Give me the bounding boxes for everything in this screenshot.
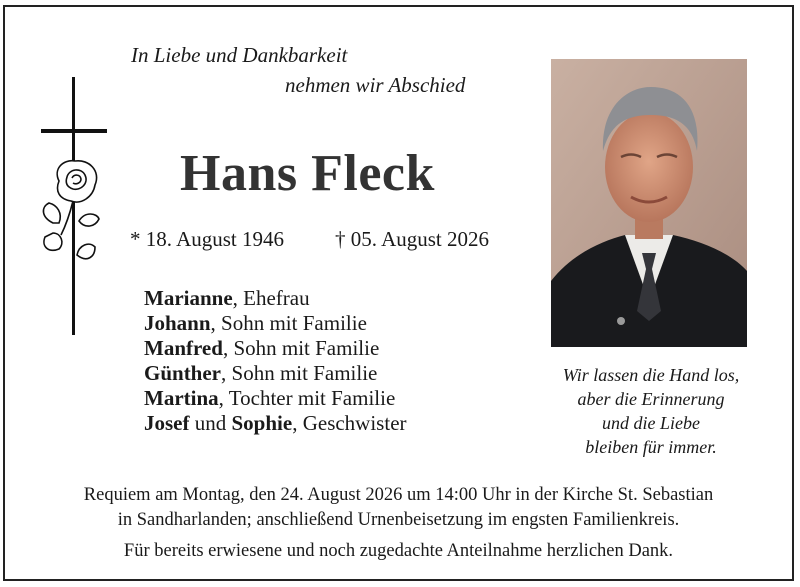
thanks-line: Für bereits erwiesene und noch zugedachte Anteilnahme herzlichen Dank. — [123, 541, 674, 561]
quote-line: und die Liebe — [602, 413, 700, 433]
portrait-photo — [551, 59, 747, 347]
mourners-list — [144, 286, 407, 436]
mourner-name: Marianne — [144, 286, 233, 310]
quote-line: aber die Erinnerung — [577, 389, 725, 409]
mourner-joiner: und — [189, 411, 232, 435]
mourner-row — [144, 361, 407, 386]
death-date: † 05. August 2026 — [335, 227, 490, 251]
mourner-relation: , Ehefrau — [232, 286, 310, 310]
deceased-name: Hans Fleck — [180, 145, 435, 202]
farewell-quote — [537, 363, 765, 459]
mourner-name: Sophie — [231, 411, 293, 435]
cross-with-rose-icon — [39, 77, 111, 339]
obituary-card — [3, 5, 794, 581]
mourner-relation: , Sohn mit Familie — [210, 311, 367, 335]
mourner-relation: , Sohn mit Familie — [221, 361, 378, 385]
quote-line: bleiben für immer. — [585, 437, 717, 457]
requiem-notice-line-2: in Sandharlanden; anschließend Urnenbeisetzung im engsten Familienkreis. — [117, 510, 680, 530]
mourner-name: Martina — [144, 386, 219, 410]
mourner-relation: , Geschwister — [292, 411, 407, 435]
mourner-relation: , Tochter mit Familie — [218, 386, 396, 410]
mourner-relation: , Sohn mit Familie — [222, 336, 380, 360]
birth-date: * 18. August 1946 — [130, 227, 285, 251]
quote-line: Wir lassen die Hand los, — [562, 365, 740, 385]
requiem-notice-line-1: Requiem am Montag, den 24. August 2026 um 14:00 Uhr in der Kirche St. Sebastian — [83, 485, 714, 505]
mourner-row — [144, 386, 407, 411]
mourner-name: Johann — [144, 311, 211, 335]
mourner-row — [144, 411, 407, 436]
mourner-name: Günther — [144, 361, 222, 385]
mourner-name: Josef — [144, 411, 190, 435]
mourner-row — [144, 311, 407, 336]
mourner-name: Manfred — [144, 336, 223, 360]
motto-line-1: In Liebe und Dankbarkeit — [131, 43, 348, 67]
motto-line-2: nehmen wir Abschied — [285, 73, 466, 97]
mourner-row — [144, 336, 407, 361]
mourner-row — [144, 286, 407, 311]
